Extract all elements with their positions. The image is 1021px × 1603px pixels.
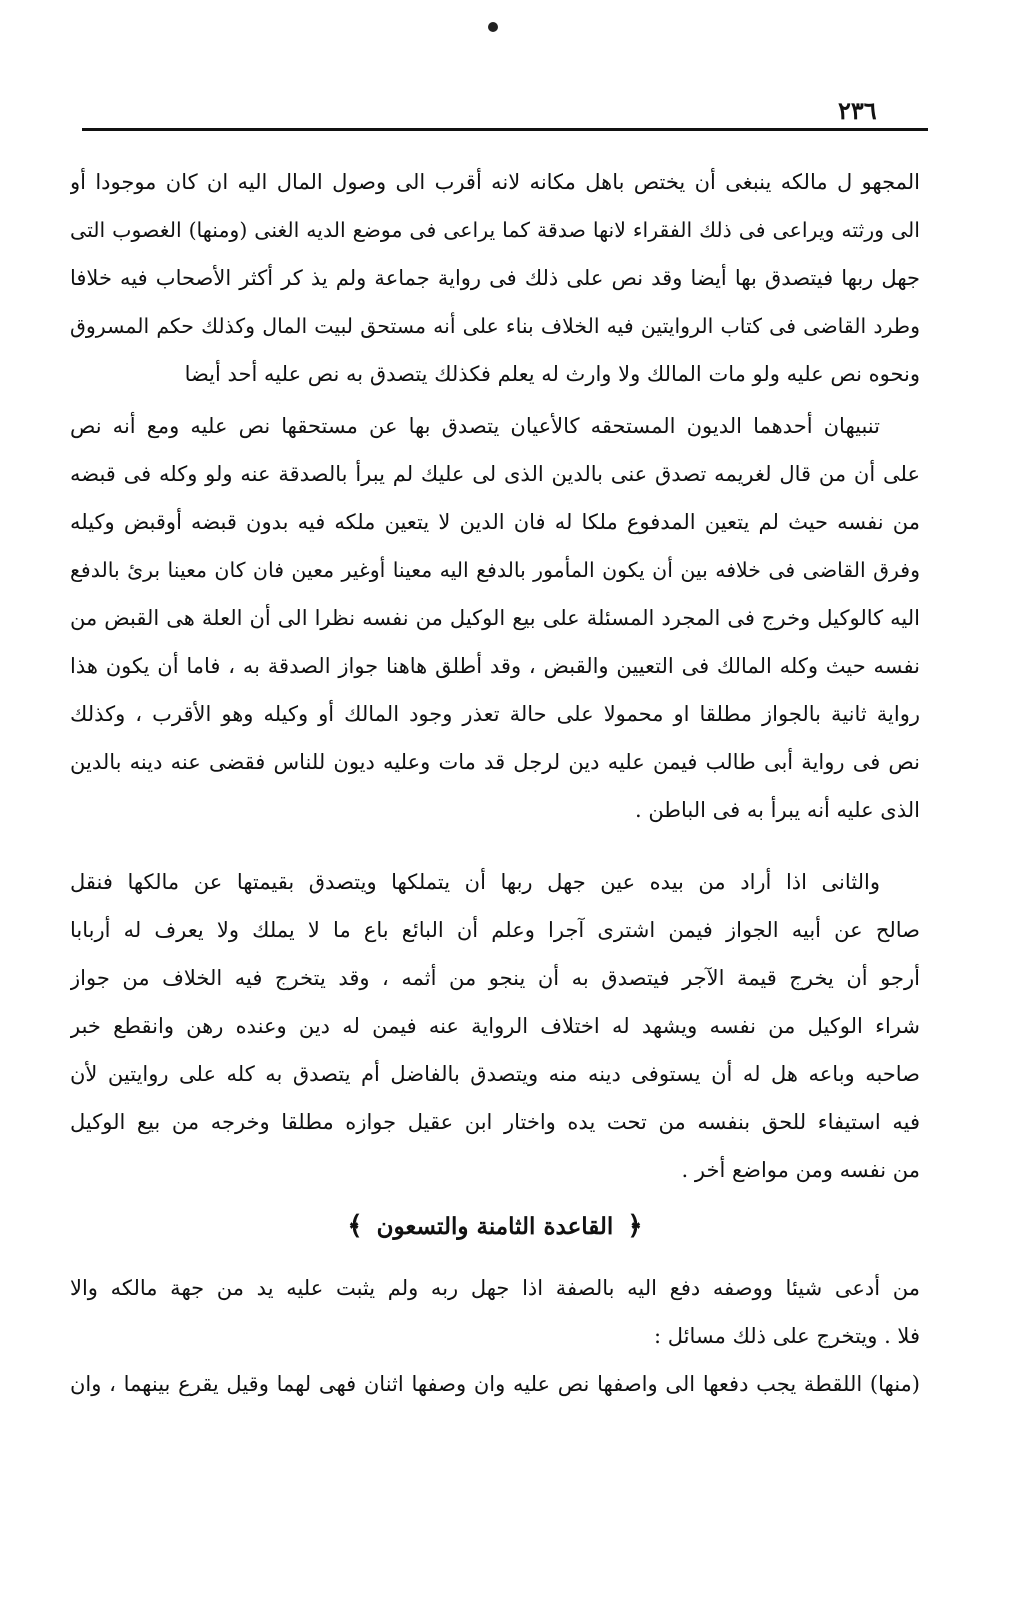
text-line: جهل ربها فيتصدق بها أيضا وقد نص على ذلك فى رواية جماعة ولم يذ كر أكثر الأصحاب فيه خلافا xyxy=(70,266,920,290)
heading-bracket-open: ﴿ xyxy=(627,1211,643,1241)
text-line: المجهو ل مالكه ينبغى أن يختص باهل مكانه لانه أقرب الى وصول المال اليه ان كان موجودا أو xyxy=(70,170,920,194)
text-line: وطرد القاضى فى كتاب الروايتين فيه الخلاف بناء على أنه مستحق لبيت المال وكذلك حكم المسروق xyxy=(70,314,920,338)
paragraph-1 xyxy=(70,158,920,398)
text-line: ونحوه نص عليه ولو مات المالك ولا وارث له يعلم فكذلك يتصدق به نص عليه أحد أيضا xyxy=(184,362,920,386)
text-line: الى ورثته ويراعى فى ذلك الفقراء لانها صدقة كما يراعى فى موضع الديه الغنى (ومنها) الغصوب التى xyxy=(70,218,920,242)
text-line: نفسه حيث وكله المالك فى التعيين والقبض ، وقد أطلق هاهنا جواز الصدقة به ، فاما أن يكون هذا xyxy=(70,654,920,678)
paragraph-3 xyxy=(70,858,920,1194)
paragraph-2 xyxy=(70,402,920,834)
text-line: فيه استيفاء للحق بنفسه من تحت يده واختار ابن عقيل جوازه مطلقا وخرجه من بيع الوكيل xyxy=(70,1110,920,1134)
text-line: الذى عليه أنه يبرأ به فى الباطن . xyxy=(634,798,920,822)
text-line: رواية ثانية بالجواز مطلقا او محمولا على حالة تعذر وجود المالك أو وكيله وهو الأقرب ، وكذلك xyxy=(70,702,920,726)
text-line: (منها) اللقطة يجب دفعها الى واصفها نص عليه وان وصفها اثنان فهى لهما وقيل يقرع بينهما ، وان xyxy=(70,1372,920,1396)
text-line: على أن من قال لغريمه تصدق عنى بالدين الذى لى عليك لم يبرأ بالصدقة عنه ولو وكله فى قبضه xyxy=(70,462,920,486)
text-line: فلا . ويتخرج على ذلك مسائل : xyxy=(654,1324,920,1348)
text-line: من نفسه ومن مواضع أخر . xyxy=(681,1158,920,1182)
heading-bracket-close: ﴾ xyxy=(347,1211,363,1241)
section-title: القاعدة الثامنة والتسعون xyxy=(376,1213,614,1240)
paragraph-4 xyxy=(70,1264,920,1408)
text-line: صاحبه وباعه هل له أن يستوفى دينه منه ويتصدق بالفاضل أم يتصدق به كله على روايتين لأن xyxy=(70,1062,920,1086)
text-line: من أدعى شيئا ووصفه دفع اليه بالصفة اذا جهل ربه ولم يثبت عليه يد من جهة مالكه والا xyxy=(70,1276,920,1300)
header-rule xyxy=(82,128,928,131)
text-line: من نفسه حيث لم يتعين المدفوع ملكا له فان الدين لا يتعين ملكه فيه بدون قبضه أوقبض وكيله xyxy=(70,510,920,534)
page-number: ٢٣٦ xyxy=(838,96,877,125)
text-line: وفرق القاضى فى خلافه بين أن يكون المأمور بالدفع اليه معينا أوغير معين فان كان معينا برئ بالدفع xyxy=(70,558,920,582)
text-line: اليه كالوكيل وخرج فى المجرد المسئلة على بيع الوكيل من نفسه نظرا الى أن العلة هى القبض من xyxy=(70,606,920,630)
ink-speck xyxy=(488,22,498,32)
text-line: صالح عن أبيه الجواز فيمن اشترى آجرا وعلم أن البائع باع ما لا يملك ولا يعرف له أربابا xyxy=(70,918,920,942)
text-line: شراء الوكيل من نفسه ويشهد له اختلاف الرواية عنه فيمن له دين وعنده رهن وانقطع خبر xyxy=(70,1014,920,1038)
section-heading xyxy=(70,1206,920,1247)
text-line: تنبيهان أحدهما الديون المستحقه كالأعيان يتصدق بها عن مستحقها نص عليه ومع أنه نص xyxy=(70,414,880,438)
text-line: والثانى اذا أراد من بيده عين جهل ربها أن يتملكها ويتصدق بقيمتها عن مالكها فنقل xyxy=(70,870,880,894)
text-line: أرجو أن يخرج قيمة الآجر فيتصدق به أن ينجو من أثمه ، وقد يتخرج فيه الخلاف من جواز xyxy=(70,966,920,990)
text-line: نص فى رواية أبى طالب فيمن عليه دين لرجل قد مات وعليه ديون للناس فقضى عنه دينه بالدين xyxy=(70,750,920,774)
